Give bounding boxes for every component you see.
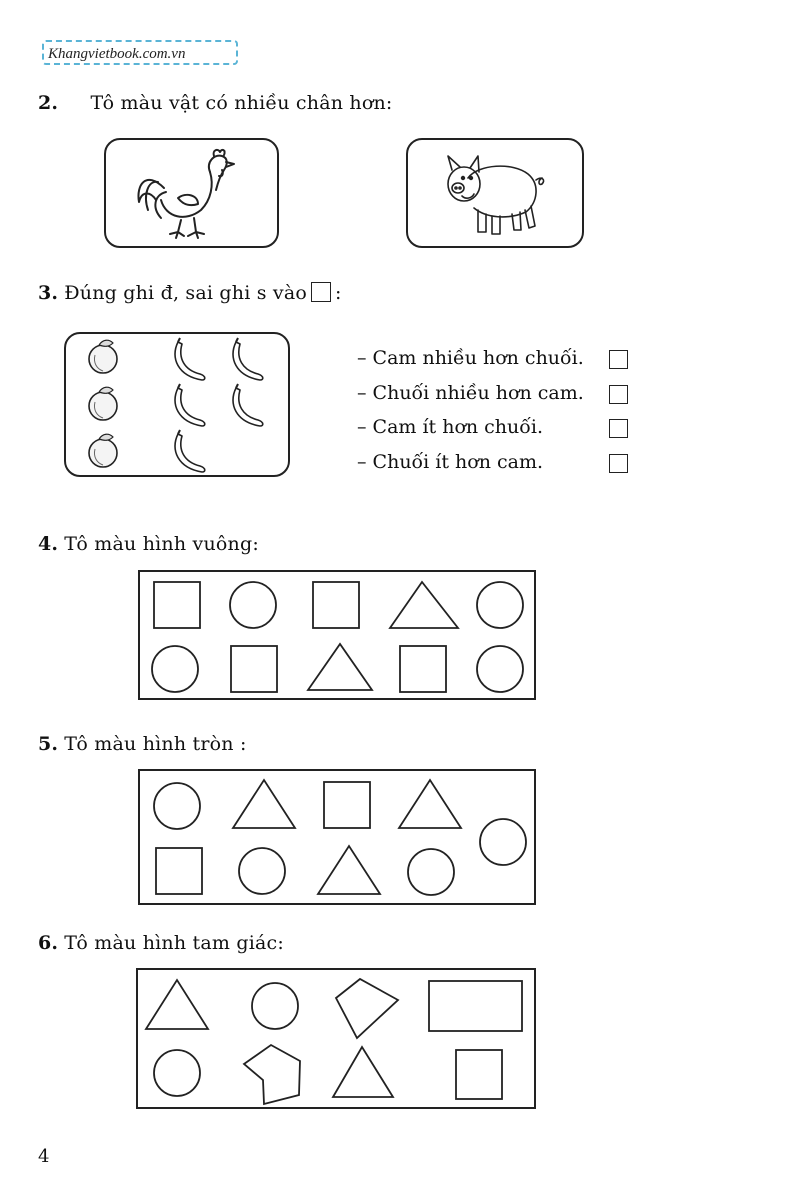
banana-icon xyxy=(175,338,205,380)
shapes-q5 xyxy=(140,771,538,907)
orange-icon xyxy=(89,340,117,373)
question-text: Tô màu hình tròn : xyxy=(64,733,247,755)
circle-shape[interactable] xyxy=(152,646,198,692)
page-number: 4 xyxy=(38,1146,50,1167)
banana-icon xyxy=(233,384,263,426)
circle-shape[interactable] xyxy=(154,1050,200,1096)
question-text: Đúng ghi đ, sai ghi s vào xyxy=(64,282,308,304)
circle-shape[interactable] xyxy=(239,848,285,894)
square-shape[interactable] xyxy=(400,646,446,692)
question-number: 5. xyxy=(38,733,59,755)
rectangle-shape[interactable] xyxy=(429,981,522,1031)
statement-3: – Cam ít hơn chuối. xyxy=(357,416,544,438)
answer-checkbox-2[interactable] xyxy=(609,385,628,404)
orange-icon xyxy=(89,387,117,420)
shapes-panel-q4 xyxy=(138,570,536,700)
question-text: Tô màu vật có nhiều chân hơn: xyxy=(90,92,393,114)
circle-shape[interactable] xyxy=(154,783,200,829)
circle-shape[interactable] xyxy=(252,983,298,1029)
triangle-shape[interactable] xyxy=(318,846,380,894)
question-3 xyxy=(38,282,342,304)
question-text: Tô màu hình vuông: xyxy=(64,533,259,555)
answer-checkbox-1[interactable] xyxy=(609,350,628,369)
square-shape[interactable] xyxy=(313,582,359,628)
circle-shape[interactable] xyxy=(230,582,276,628)
statement-2: – Chuối nhiều hơn cam. xyxy=(357,382,584,404)
shapes-panel-q6 xyxy=(136,968,536,1109)
orange-icon xyxy=(89,434,117,467)
triangle-shape[interactable] xyxy=(308,644,372,690)
square-shape[interactable] xyxy=(156,848,202,894)
question-4 xyxy=(38,533,259,555)
banana-icon xyxy=(175,430,205,472)
triangle-shape[interactable] xyxy=(390,582,458,628)
question-2 xyxy=(38,92,393,114)
triangle-shape[interactable] xyxy=(146,980,208,1029)
question-text-colon: : xyxy=(335,282,342,304)
question-5 xyxy=(38,733,247,755)
triangle-shape[interactable] xyxy=(333,1047,393,1097)
rooster-icon xyxy=(106,140,281,250)
fruit-card xyxy=(64,332,290,477)
banana-icon xyxy=(175,384,205,426)
answer-box-sample xyxy=(311,282,331,302)
question-6 xyxy=(38,932,284,954)
shapes-q6 xyxy=(138,970,538,1111)
circle-shape[interactable] xyxy=(477,582,523,628)
square-shape[interactable] xyxy=(456,1050,502,1099)
square-shape[interactable] xyxy=(231,646,277,692)
question-number: 6. xyxy=(38,932,59,954)
fruit-illustration xyxy=(66,334,292,479)
question-number: 3. xyxy=(38,282,59,304)
answer-checkbox-4[interactable] xyxy=(609,454,628,473)
answer-checkbox-3[interactable] xyxy=(609,419,628,438)
square-shape[interactable] xyxy=(324,782,370,828)
quadrilateral-shape[interactable] xyxy=(336,979,398,1038)
brand-label: Khangvietbook.com.vn xyxy=(42,40,238,65)
pentagon-shape[interactable] xyxy=(244,1045,300,1104)
square-shape[interactable] xyxy=(154,582,200,628)
shapes-q4 xyxy=(140,572,538,702)
triangle-shape[interactable] xyxy=(399,780,461,828)
question-number: 2. xyxy=(38,92,59,114)
question-text: Tô màu hình tam giác: xyxy=(64,932,284,954)
circle-shape[interactable] xyxy=(480,819,526,865)
statement-1: – Cam nhiều hơn chuối. xyxy=(357,347,584,369)
banana-icon xyxy=(233,338,263,380)
shapes-panel-q5 xyxy=(138,769,536,905)
pig-card[interactable] xyxy=(406,138,584,248)
triangle-shape[interactable] xyxy=(233,780,295,828)
rooster-card[interactable] xyxy=(104,138,279,248)
circle-shape[interactable] xyxy=(408,849,454,895)
circle-shape[interactable] xyxy=(477,646,523,692)
question-number: 4. xyxy=(38,533,59,555)
statement-4: – Chuối ít hơn cam. xyxy=(357,451,544,473)
pig-icon xyxy=(408,140,586,250)
